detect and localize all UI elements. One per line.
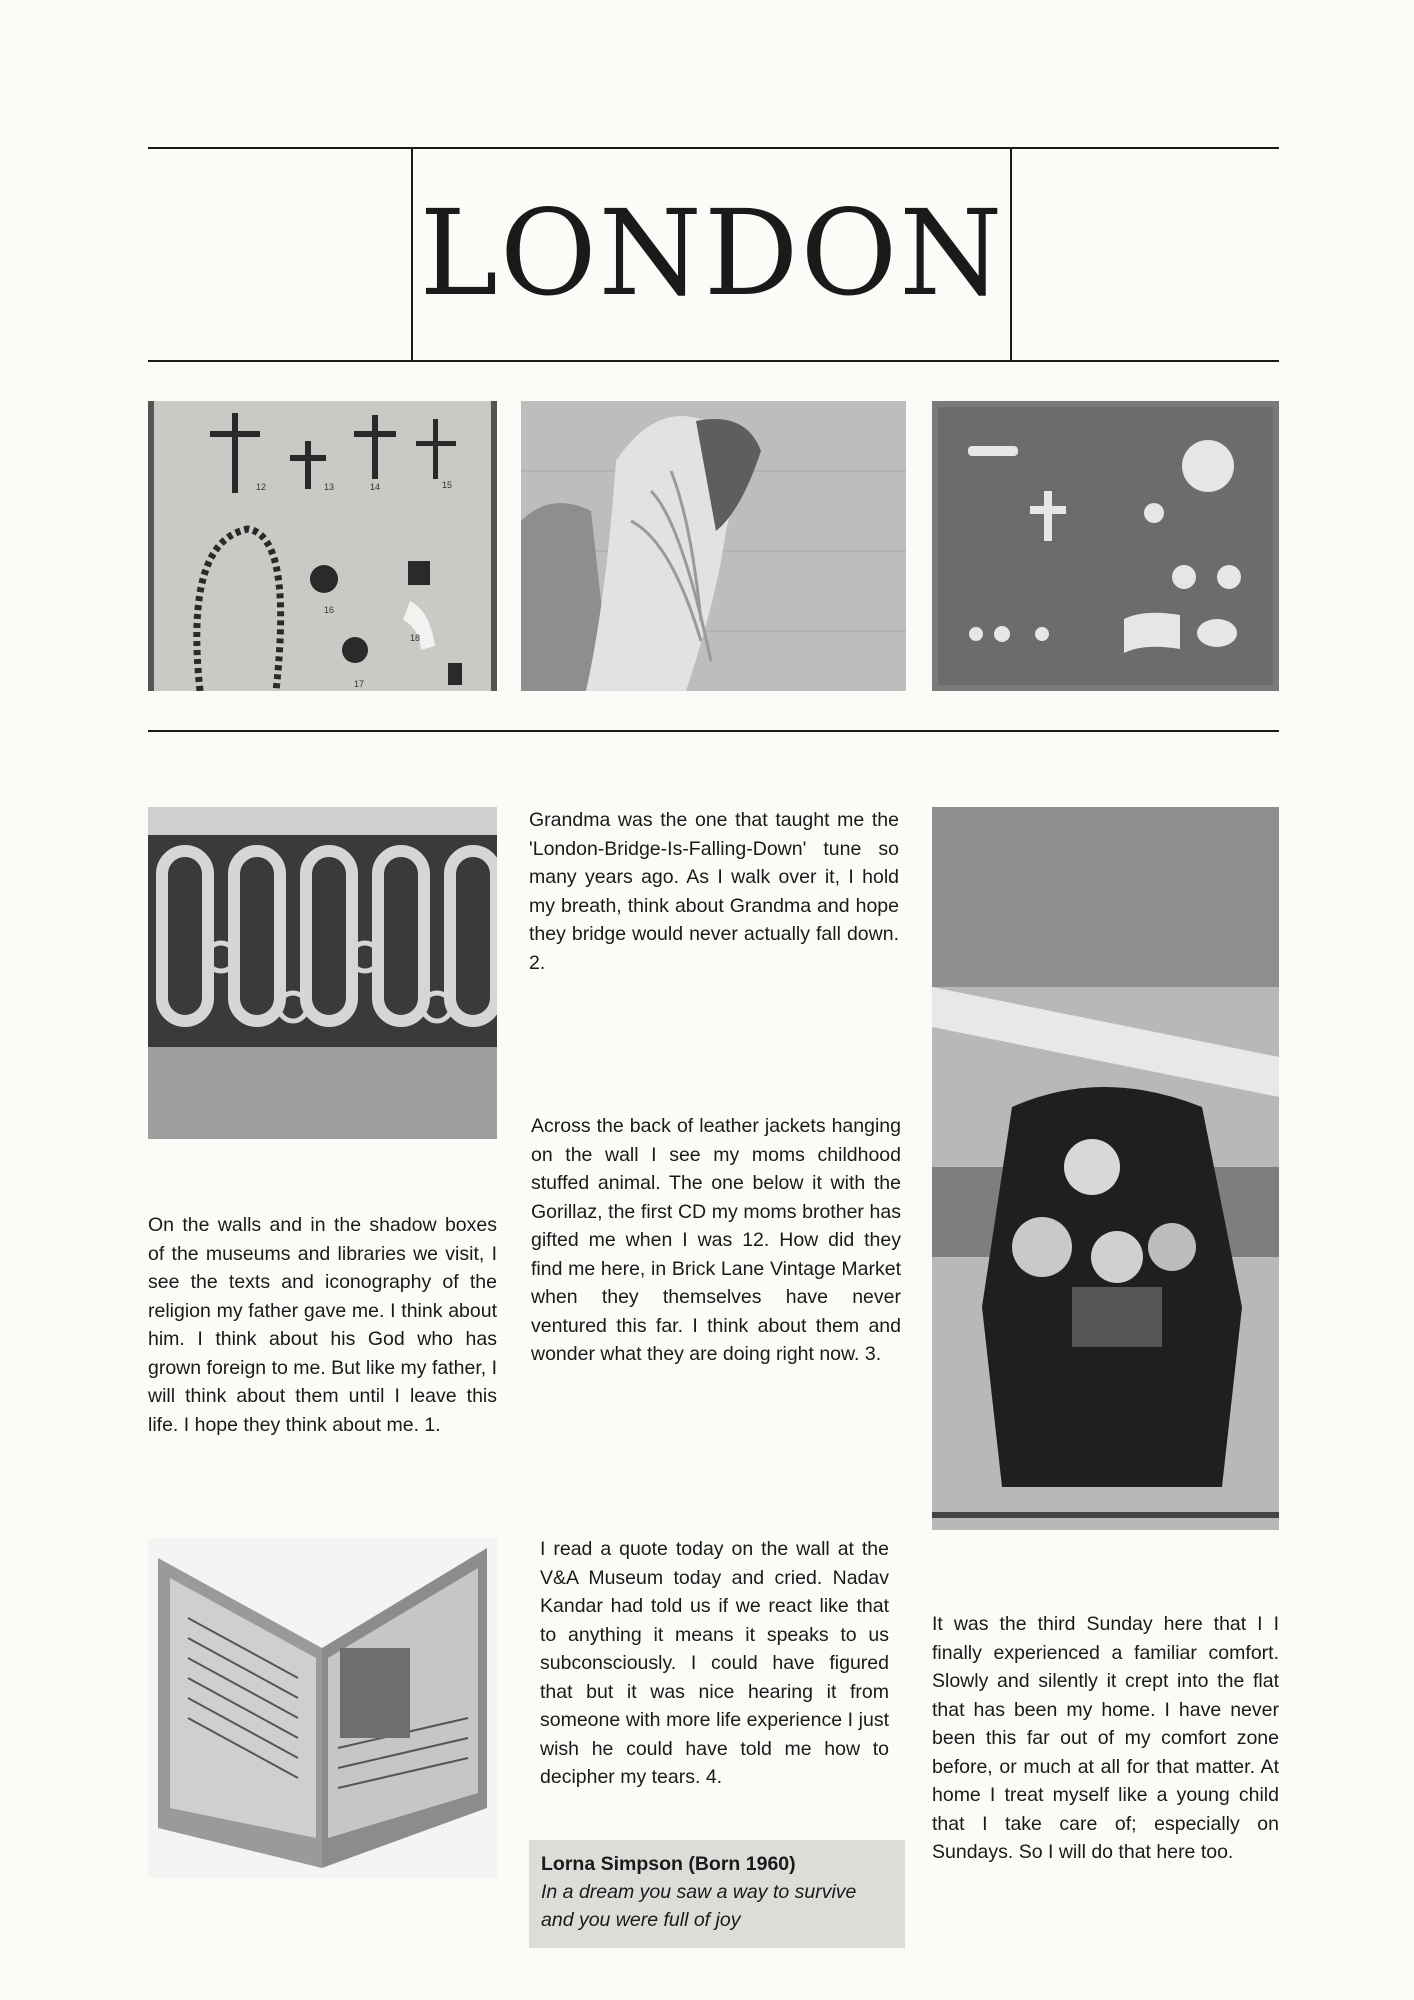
crucifixes-photo xyxy=(148,401,497,691)
story-bridge: Grandma was the one that taught me the 'London-Bridge-Is-Falling-Down' tune so many years ago. As I walk over it, I hold my breath, think about Grandma and hope they bridge would never actually fall down. 2. xyxy=(529,809,899,974)
story-sunday: It was the third Sunday here that I I finally experienced a familiar comfort. Slowly and silently it crept into the flat that has been my home. I have never been this far out of my comfort zone before, or much at all for that matter. At home I treat myself like a young child that I take care of; especially on Sundays. So I will do that here too. xyxy=(932,1613,1279,1863)
story-religion: On the walls and in the shadow boxes of the museums and libraries we visit, I see the texts and iconography of the religion my father gave me. I think about him. I think about his God who has grown foreign to me. But like my father, I will think about them until I leave this life. I hope they think about me. 1. xyxy=(148,1214,497,1436)
crucifix-number: 17 xyxy=(354,679,365,689)
page-title: LONDON xyxy=(419,184,1005,322)
header-bottom-rule xyxy=(148,360,1279,362)
manuscript-photo xyxy=(148,1538,497,1878)
quote-author: Lorna Simpson (Born 1960) xyxy=(541,1853,796,1875)
jewelry-photo xyxy=(932,401,1279,691)
quote-line: In a dream you saw a way to survive xyxy=(541,1881,857,1903)
crucifix-number: 13 xyxy=(324,482,335,492)
quote-line: and you were full of joy xyxy=(541,1909,741,1931)
crucifix-number: 14 xyxy=(370,482,381,492)
crucifix-number: 15 xyxy=(442,480,453,490)
crucifix-number: 18 xyxy=(410,633,421,643)
railing-photo xyxy=(148,807,497,1139)
jacket-photo xyxy=(932,807,1279,1530)
crucifix-number: 16 xyxy=(324,605,335,615)
section-divider xyxy=(148,730,1279,732)
sculpture-photo xyxy=(521,401,906,691)
story-quote: I read a quote today on the wall at the V&A Museum today and cried. Nadav Kandar had told us if we react like that to anything it means it speaks to us subconsciously. I could have figured that but it was nice hearing it from someone with more life experience I just wish he could have told me how to decipher my tears. 4. xyxy=(540,1538,889,1788)
quote-box xyxy=(529,1840,905,1948)
crucifix-number: 12 xyxy=(256,482,267,492)
story-jackets: Across the back of leather jackets hanging on the wall I see my moms childhood stuffed animal. The one below it with the Gorillaz, the first CD my moms brother has gifted me when I was 12. How did they find me here, in Brick Lane Vintage Market when they themselves have never ventured this far. I think about them and wonder what they are doing right now. 3. xyxy=(531,1115,901,1365)
